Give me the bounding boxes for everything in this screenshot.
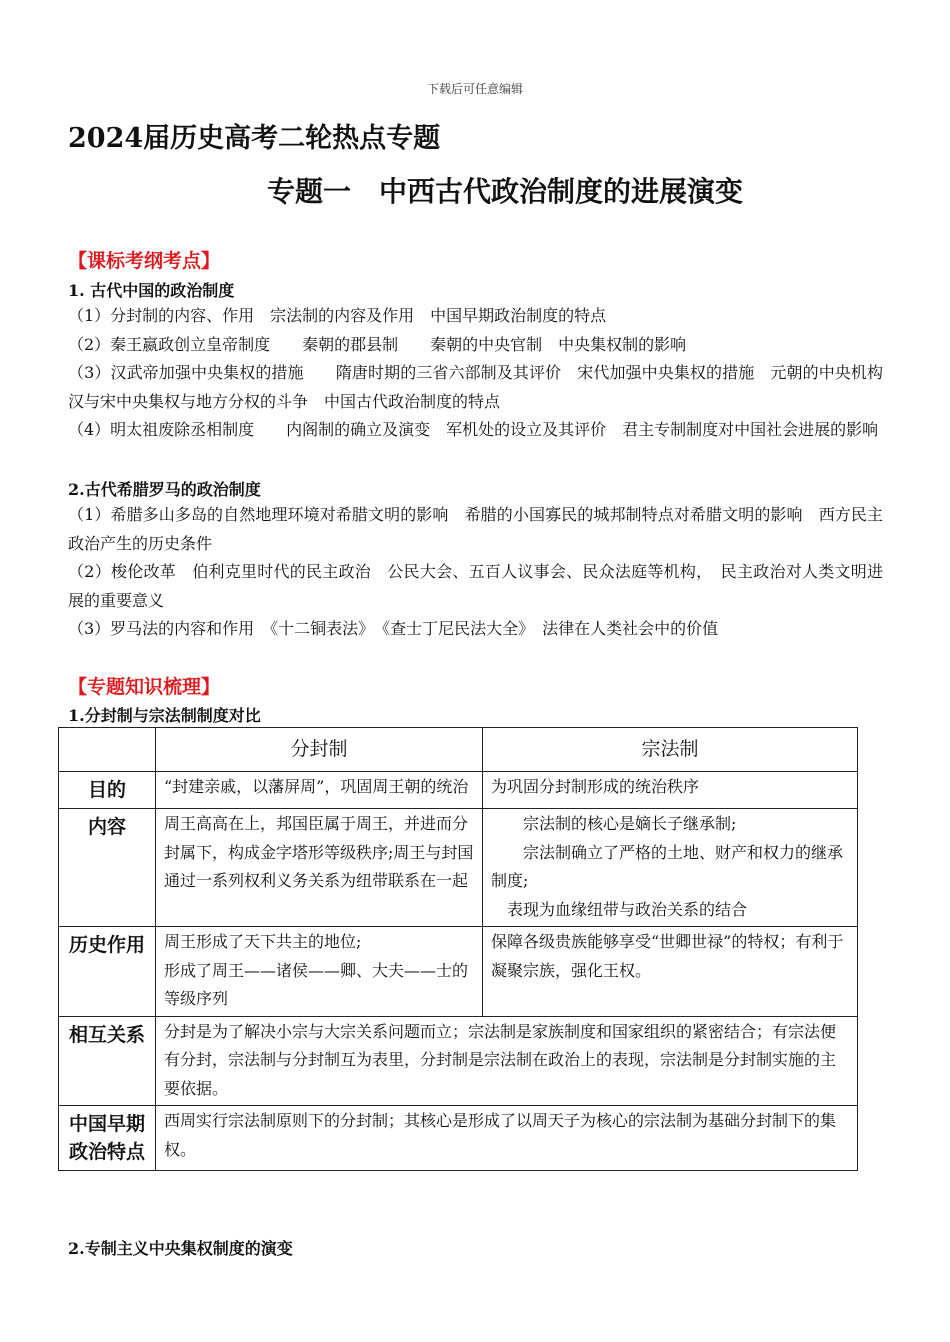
- table-row: [59, 1016, 858, 1106]
- table-row: [59, 1106, 858, 1171]
- syllabus-part2-items: [68, 501, 883, 644]
- table-header-row: [59, 728, 858, 772]
- next-section-title: 2.专制主义中央集权制度的演变: [68, 1239, 293, 1258]
- table-row: [59, 809, 858, 927]
- syllabus-part1-items: [68, 302, 900, 445]
- table-row: [59, 772, 858, 809]
- cell-role-fenfeng: [156, 927, 483, 1017]
- corner-cell: [59, 728, 156, 772]
- cell-purpose-zongfa: 为巩固分封制形成的统治秩序: [483, 772, 858, 809]
- syllabus-item: （2）秦王嬴政创立皇帝制度 秦朝的郡县制 秦朝的中央官制 中央集权制的影响: [68, 334, 687, 354]
- row-label-content: 内容: [59, 809, 156, 927]
- syllabus-item: （3）罗马法的内容和作用 《十二铜表法》 《查士丁尼民法大全》 法律在人类社会中的价值: [68, 619, 719, 638]
- role-fenfeng-line: 周王形成了天下共主的地位;: [164, 932, 362, 951]
- row-label-purpose: 目的: [59, 772, 156, 809]
- sub-title: 专题一 中西古代政治制度的进展演变: [266, 175, 743, 208]
- syllabus-part1-title: 1. 古代中国的政治制度: [68, 281, 235, 300]
- syllabus-item: （2）梭伦改革 伯利克里时代的民主政治 公民大会、五百人议事会、民众法庭等机构， 民主政治对人类文明进展的重要意义: [68, 562, 883, 610]
- knowledge-heading: 【专题知识梳理】: [68, 676, 221, 698]
- cell-features: 西周实行宗法制原则下的分封制；其核心是形成了以周天子为核心的宗法制为基础分封制下的集权。: [156, 1106, 858, 1171]
- table-title: 1.分封制与宗法制制度对比: [68, 706, 261, 725]
- row-label-relation: 相互关系: [59, 1016, 156, 1106]
- row-label-role: 历史作用: [59, 927, 156, 1017]
- syllabus-heading: 【课标考纲考点】: [68, 250, 221, 272]
- column-header-zongfa: 宗法制: [483, 728, 858, 772]
- comparison-table: [58, 727, 858, 1171]
- cell-role-zongfa: 保障各级贵族能够享受“世卿世禄”的特权；有利于凝聚宗族，强化王权。: [483, 927, 858, 1017]
- role-fenfeng-line: 形成了周王——诸侯——卿、大夫——士的等级序列: [164, 960, 469, 1008]
- syllabus-part2-title: 2.古代希腊罗马的政治制度: [68, 480, 261, 499]
- content-zongfa-line: 宗法制的核心是嫡长子继承制;: [523, 814, 737, 833]
- syllabus-item: （3）汉武帝加强中央集权的措施 隋唐时期的三省六部制及其评价 宋代加强中央集权的措施 元朝的中央机构 汉与宋中央集权与地方分权的斗争 中国古代政治制度的特点: [68, 363, 900, 411]
- header-note: 下载后可任意编辑: [426, 82, 523, 96]
- main-title: 2024届历史高考二轮热点专题: [68, 123, 441, 154]
- content-zongfa-line: 表现为血缘纽带与政治关系的结合: [507, 899, 748, 919]
- row-label-features: 中国早期政治特点: [59, 1106, 156, 1171]
- column-header-fenfeng: 分封制: [156, 728, 483, 772]
- table-row: [59, 927, 858, 1017]
- content-zongfa-line: 宗法制确立了严格的土地、财产和权力的继承制度;: [491, 842, 844, 890]
- syllabus-item: （1）分封制的内容、作用 宗法制的内容及作用 中国早期政治制度的特点: [68, 306, 607, 325]
- cell-purpose-fenfeng: “封建亲戚，以藩屏周”，巩固周王朝的统治: [156, 772, 483, 809]
- cell-content-fenfeng: 周王高高在上，邦国臣属于周王，并进而分封属下，构成金字塔形等级秩序;周王与封国通过一系列权利义务关系为纽带联系在一起: [156, 809, 483, 927]
- syllabus-item: （1）希腊多山多岛的自然地理环境对希腊文明的影响 希腊的小国寡民的城邦制特点对希腊文明的影响 西方民主政治产生的历史条件: [68, 505, 883, 553]
- syllabus-item: （4）明太祖废除丞相制度 内阁制的确立及演变 军机处的设立及其评价 君主专制制度对中国社会进展的影响: [68, 420, 879, 439]
- cell-content-zongfa: [483, 809, 858, 927]
- cell-relation: 分封是为了解决小宗与大宗关系问题而立；宗法制是家族制度和国家组织的紧密结合；有宗法便有分封，宗法制与分封制互为表里，分封制是宗法制在政治上的表现，宗法制是分封制实施的主要依据。: [156, 1016, 858, 1106]
